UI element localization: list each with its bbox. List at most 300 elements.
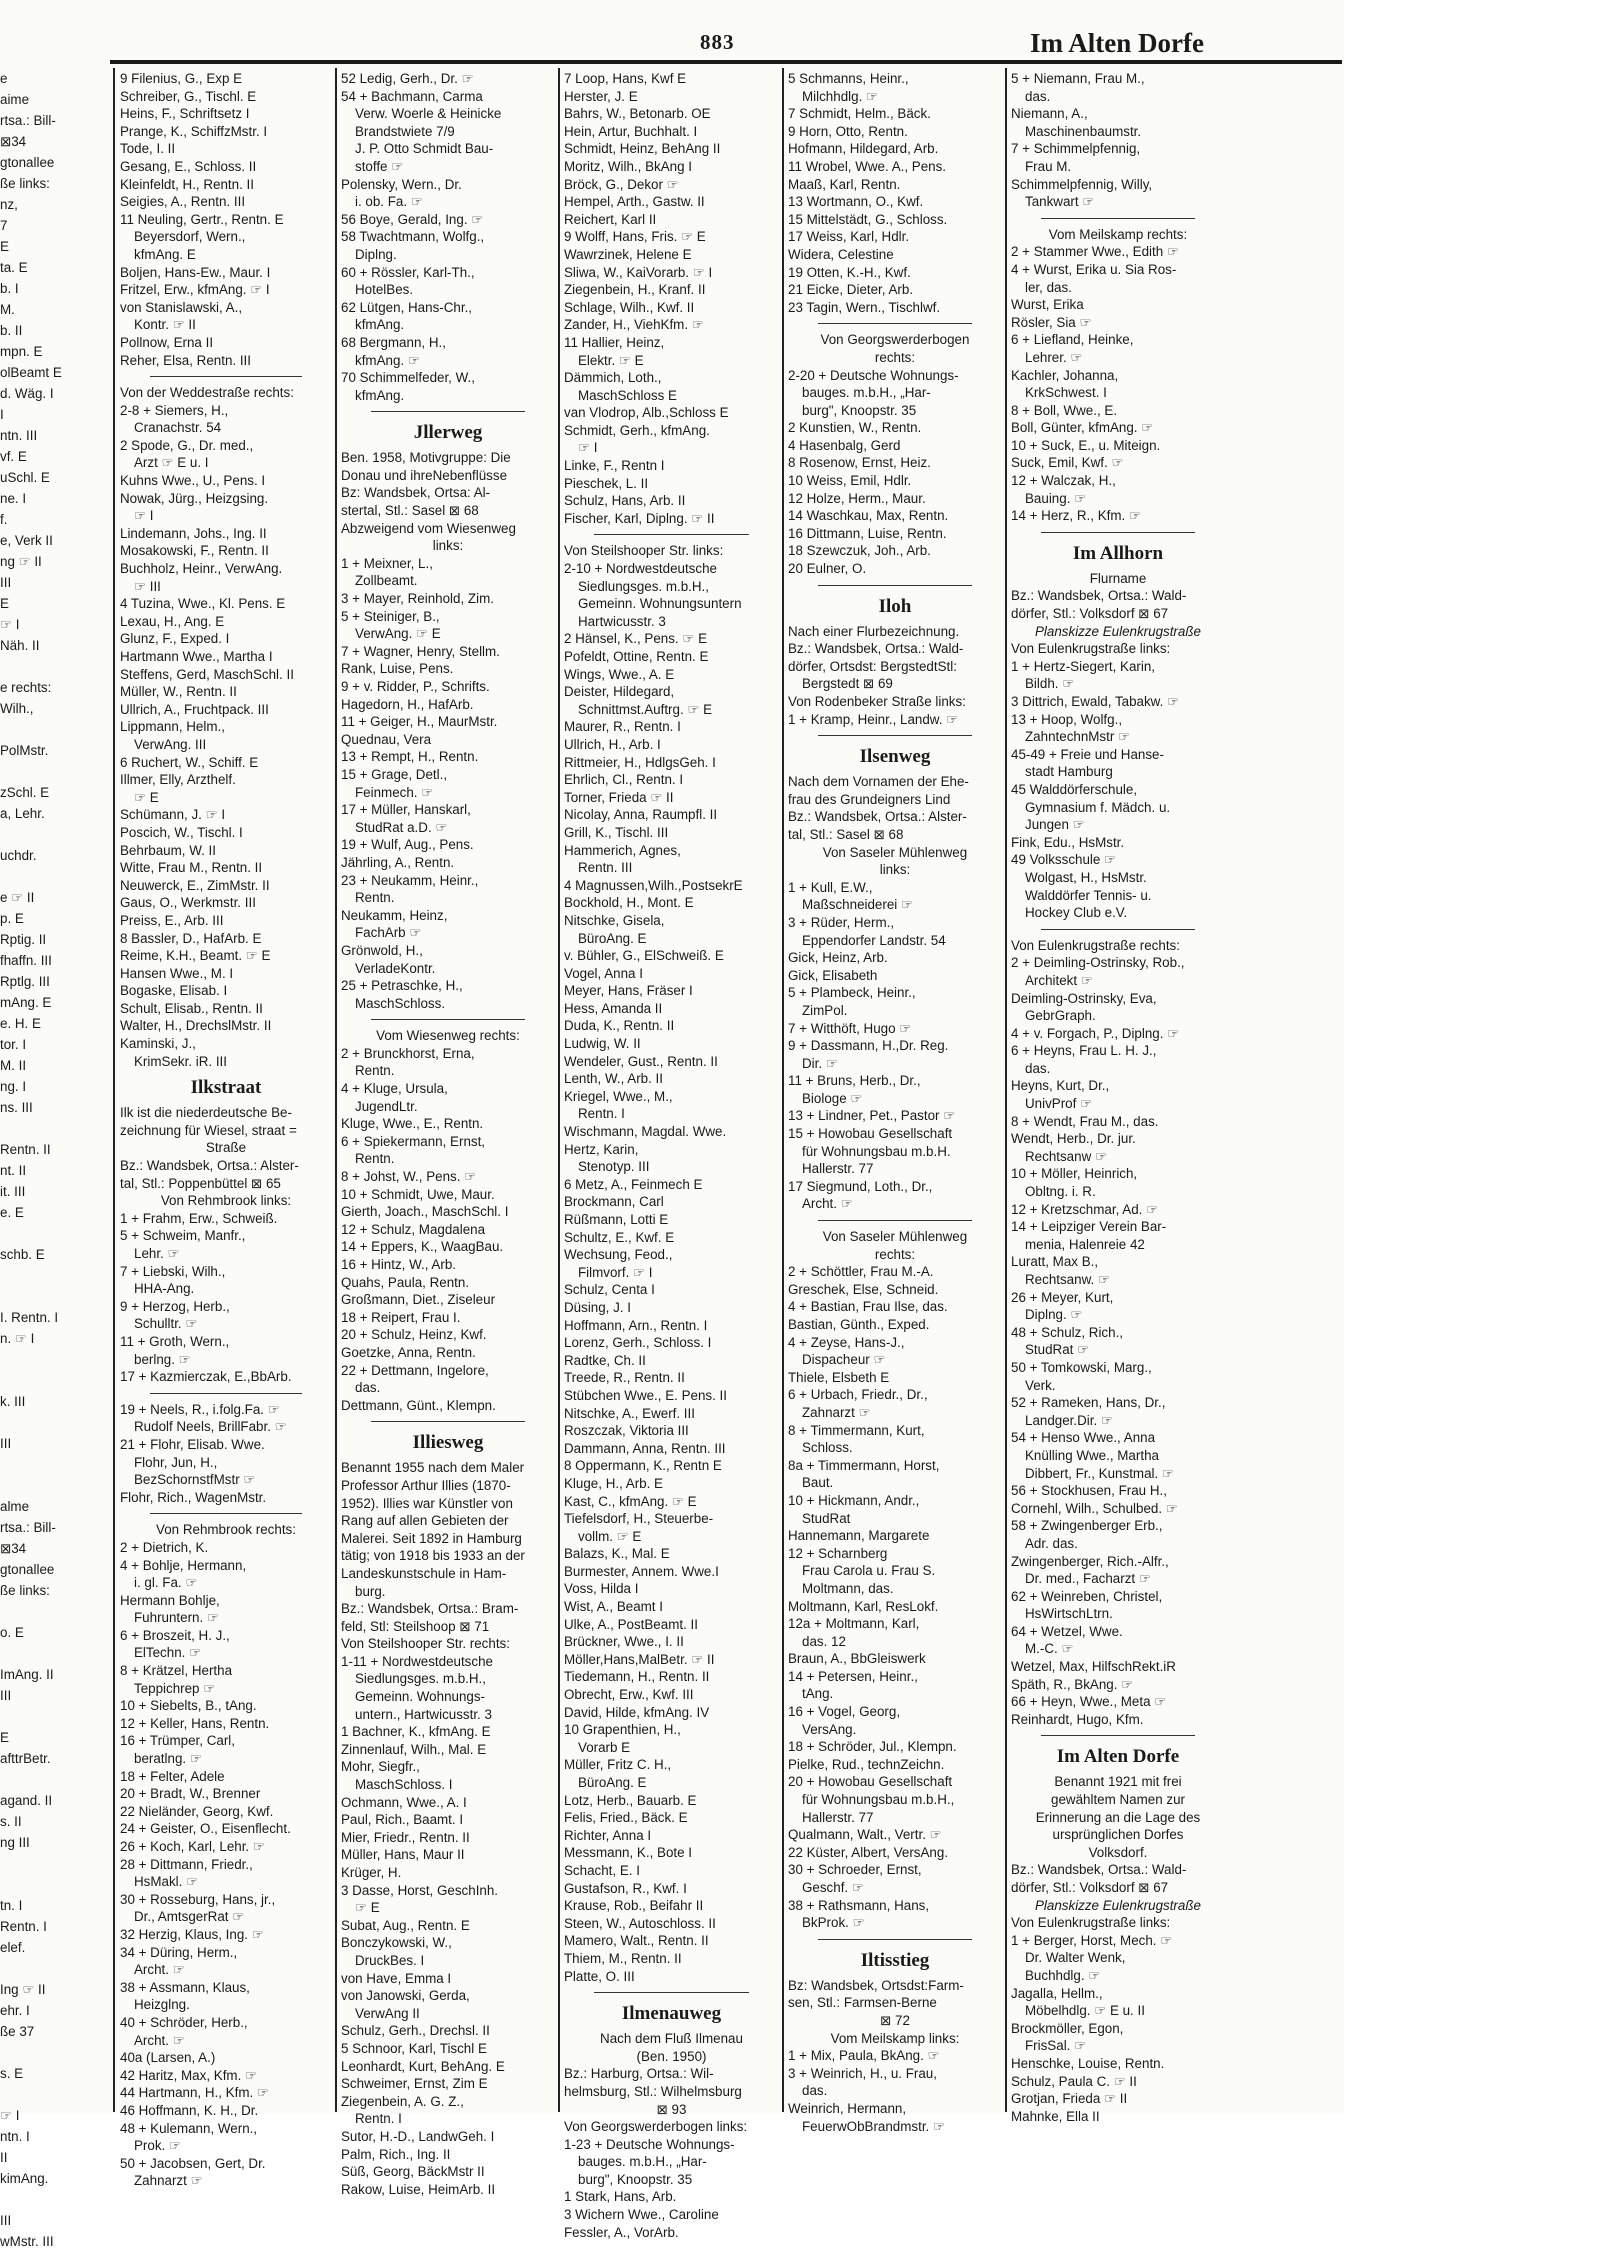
directory-entry: Dr., AmtsgerRat ☞ — [134, 1909, 245, 1925]
directory-entry: 6 + Liefland, Heinke, — [1011, 332, 1134, 348]
fragment-line: ehr. I — [0, 2003, 30, 2018]
directory-entry: Meyer, Hans, Fräser I — [564, 983, 693, 999]
directory-entry: VerwAng. ☞ E — [355, 626, 441, 642]
directory-entry: 9 Wolff, Hans, Fris. ☞ E — [564, 229, 706, 245]
directory-entry: Wechsung, Feod., — [564, 1247, 673, 1263]
directory-column-1 — [120, 70, 332, 2189]
directory-entry: Ziegenbein, H., Kranf. II — [564, 282, 706, 298]
directory-entry: Schlage, Wilh., Kwf. II — [564, 299, 695, 315]
page-number: 883 — [700, 30, 735, 54]
directory-entry: Bonczykowski, W., — [341, 1935, 452, 1951]
directory-entry: Walter, H., DrechslMstr. II — [120, 1018, 272, 1034]
directory-entry: 5 Schmanns, Heinr., — [788, 71, 909, 86]
directory-entry: ☞ E — [134, 789, 159, 805]
directory-entry: Bastian, Günth., Exped. — [788, 1317, 930, 1332]
directory-entry: Pofeldt, Ottine, Rentn. E — [564, 649, 709, 664]
directory-entry: 6 Metz, A., Feinmech E — [564, 1176, 703, 1192]
directory-entry: Brockmann, Carl — [564, 1194, 664, 1210]
directory-entry: Müller, Hans, Maur II — [341, 1847, 465, 1863]
section-separator — [150, 1393, 302, 1394]
directory-entry: von Have, Emma I — [341, 1970, 452, 1986]
directory-entry: Burmester, Annem. Wwe.I — [564, 1563, 719, 1579]
directory-entry: David, Hilde, kfmAng. IV — [564, 1704, 710, 1720]
fragment-line: ta. E — [0, 260, 28, 275]
directory-entry: Hoffmann, Arn., Rentn. I — [564, 1317, 708, 1333]
fragment-line: I. Rentn. I — [0, 1310, 59, 1325]
directory-entry: Heins, F., Schriftsetz I — [120, 106, 250, 122]
fragment-line: p. E — [0, 911, 24, 926]
street-heading: Ilkstraat — [190, 1077, 262, 1099]
directory-entry: Erinnerung an die Lage des — [1035, 1809, 1201, 1825]
directory-entry: 6 + Spiekermann, Ernst, — [341, 1133, 486, 1149]
directory-entry: Hermann Bohlje, — [120, 1592, 220, 1608]
directory-entry: 1952). Illies war Künstler von — [341, 1495, 513, 1511]
directory-entry: MaschSchloss. I — [355, 1777, 453, 1793]
directory-entry: FrisSal. ☞ — [1025, 2038, 1087, 2054]
directory-entry: 16 + Trümper, Carl, — [120, 1733, 235, 1749]
directory-entry: Grill, K., Tischl. III — [564, 824, 669, 840]
directory-entry: Steen, W., Autoschloss. II — [564, 1915, 716, 1931]
directory-entry: Süß, Georg, BäckMstr II — [341, 2164, 485, 2180]
directory-entry: Schultz, E., Kwf. E — [564, 1229, 675, 1245]
directory-entry: links: — [432, 538, 464, 554]
directory-entry: Duda, K., Rentn. II — [564, 1018, 675, 1034]
directory-entry: Steffens, Gerd, MaschSchl. II — [120, 666, 294, 682]
directory-entry: Nach dem Fluß Ilmenau — [600, 2031, 743, 2047]
directory-entry: berlng. ☞ — [134, 1351, 191, 1367]
directory-entry: Pollnow, Erna II — [120, 334, 214, 350]
fragment-line: k. III — [0, 1394, 26, 1409]
directory-entry: 13 + Lindner, Pet., Pastor ☞ — [788, 1108, 956, 1124]
fragment-line: ng III — [0, 1835, 30, 1850]
fragment-line: ntn. III — [0, 428, 38, 443]
section-separator — [1041, 1735, 1195, 1736]
section-separator — [1041, 532, 1195, 533]
directory-entry: Flohr, Jun, H., — [134, 1454, 218, 1470]
directory-entry: beratlng. ☞ — [134, 1751, 202, 1767]
directory-entry: ☞ E — [355, 1900, 380, 1916]
directory-entry: 1 + Hertz-Siegert, Karin, — [1011, 658, 1156, 674]
directory-entry: Von Eulenkrugstraße links: — [1011, 1915, 1171, 1931]
directory-entry: Boll, Günter, kfmAng. ☞ — [1011, 420, 1154, 436]
directory-entry: Stenotyp. III — [578, 1159, 650, 1175]
directory-entry: 10 + Suck, E., u. Miteign. — [1011, 437, 1161, 453]
fragment-line: e. H. E — [0, 1016, 41, 1031]
directory-entry: Weinrich, Hermann, — [788, 2100, 907, 2116]
directory-entry: 9 Filenius, G., Exp E — [120, 71, 243, 86]
directory-entry: feld, Stl: Steilshoop ⊠ 71 — [341, 1618, 490, 1634]
directory-entry: 14 + Herz, R., Kfm. ☞ — [1011, 508, 1141, 524]
directory-entry: Schweimer, Ernst, Zim E — [341, 2076, 488, 2092]
directory-entry: Herster, J. E — [564, 88, 638, 104]
directory-entry: Großmann, Diet., Ziseleur — [341, 1292, 496, 1308]
directory-entry: stoffe ☞ — [355, 158, 404, 174]
fragment-line: olBeamt E — [0, 365, 62, 380]
directory-entry: Ullrich, H., Arb. I — [564, 736, 661, 752]
directory-entry: 49 Volksschule ☞ — [1011, 852, 1117, 868]
directory-entry: Nach einer Flurbezeichnung. — [788, 623, 960, 639]
directory-entry: 26 + Koch, Karl, Lehr. ☞ — [120, 1839, 265, 1854]
directory-entry: 10 Weiss, Emil, Hdlr. — [788, 473, 912, 489]
directory-entry: links: — [879, 862, 911, 878]
directory-entry: Richter, Anna I — [564, 1827, 652, 1843]
directory-entry: Von Steilshooper Str. links: — [564, 543, 724, 559]
directory-entry: 6 + Broszeit, H. J., — [120, 1627, 230, 1643]
directory-entry: 7 Schmidt, Helm., Bäck. — [788, 106, 931, 122]
directory-entry: Moltmann, Karl, ResLokf. — [788, 1598, 939, 1614]
directory-entry: 44 Hartmann, H., Kfm. ☞ — [120, 2085, 269, 2101]
directory-entry: 1 + Berger, Horst, Mech. ☞ — [1011, 1932, 1173, 1948]
directory-entry: UnivProf ☞ — [1025, 1096, 1093, 1112]
directory-entry: 6 + Heyns, Frau L. H. J., — [1011, 1043, 1157, 1059]
directory-entry: Dämmich, Loth., — [564, 370, 662, 386]
directory-entry: Dammann, Anna, Rentn. III — [564, 1440, 726, 1456]
street-heading: Ilsenweg — [859, 746, 931, 768]
directory-entry: kfmAng. E — [134, 246, 196, 262]
directory-entry: 16 + Vogel, Georg, — [788, 1704, 901, 1720]
fragment-line: wMstr. III — [0, 2234, 54, 2249]
directory-entry: untern., Hartwicusstr. 3 — [355, 1706, 492, 1722]
directory-entry: JugendLtr. — [355, 1098, 418, 1114]
directory-entry: Ulke, A., PostBeamt. II — [564, 1616, 698, 1632]
directory-entry: Bahrs, W., Betonarb. OE — [564, 106, 711, 122]
directory-entry: rechts: — [874, 1246, 916, 1262]
directory-entry: Bz.: Wandsbek, Ortsa.: Wald- — [788, 641, 964, 657]
directory-entry: ler, das. — [1025, 279, 1072, 295]
directory-entry: Goetzke, Anna, Rentn. — [341, 1344, 476, 1360]
directory-entry: Grönwold, H., — [341, 942, 423, 958]
directory-entry: das. — [1025, 1060, 1051, 1076]
fragment-line: III — [0, 1688, 12, 1703]
directory-entry: Lenth, W., Arb. II — [564, 1071, 663, 1087]
directory-entry: 21 Eicke, Dieter, Arb. — [788, 282, 914, 298]
directory-entry: 30 + Schroeder, Ernst, — [788, 1862, 922, 1878]
directory-entry: 8 + Boll, Wwe., E. — [1011, 402, 1118, 418]
directory-entry: Deister, Hildegard, — [564, 684, 675, 700]
directory-entry: Schult, Elisab., Rentn. II — [120, 1000, 263, 1016]
directory-entry: Bergstedt ⊠ 69 — [802, 676, 893, 692]
directory-entry: 23 Tagin, Wern., Tischlwf. — [788, 299, 941, 315]
directory-entry: Planskizze Eulenkrugstraße — [1035, 623, 1201, 639]
directory-entry: 46 Hoffmann, K. H., Dr. — [120, 2102, 259, 2118]
directory-entry: 9 + v. Ridder, P., Schrifts. — [341, 679, 490, 694]
directory-entry: 48 + Schulz, Rich., — [1011, 1324, 1124, 1340]
directory-entry: 2 + Schöttler, Frau M.-A. — [788, 1264, 934, 1280]
directory-entry: Brockmöller, Egon, — [1011, 2020, 1124, 2036]
directory-entry: Krüger, H. — [341, 1865, 402, 1880]
directory-entry: 4 + Bohlje, Hermann, — [120, 1557, 247, 1573]
directory-entry: HsWirtschLtrn. — [1025, 1606, 1113, 1622]
directory-entry: Zahnarzt ☞ — [134, 2173, 203, 2189]
directory-entry: Reichert, Karl II — [564, 211, 657, 227]
directory-entry: Wist, A., Beamt I — [564, 1599, 663, 1615]
directory-entry: DruckBes. I — [355, 1952, 425, 1968]
fragment-line: rtsa.: Bill- — [0, 113, 56, 128]
directory-entry: 20 Eulner, O. — [788, 561, 867, 577]
directory-entry: 18 Szewczuk, Joh., Arb. — [788, 543, 931, 559]
fragment-line: ☞ I — [0, 2108, 20, 2123]
directory-entry: ☞ I — [134, 508, 154, 524]
directory-column-3 — [564, 70, 779, 2240]
column-divider — [782, 68, 784, 2112]
directory-entry: Gemeinn. Wohnungsuntern — [578, 596, 742, 612]
directory-entry: 11 Neuling, Gertr., Rentn. E — [120, 211, 284, 227]
section-separator — [818, 735, 972, 736]
directory-entry: für Wohnungsbau m.b.H., — [802, 1792, 955, 1808]
fragment-line: e. E — [0, 1205, 24, 1220]
directory-entry: Hansen Wwe., M. I — [120, 965, 234, 981]
directory-entry: von Janowski, Gerda, — [341, 1988, 470, 2004]
directory-entry: Hertz, Karin, — [564, 1141, 639, 1157]
directory-entry: Schnittmst.Auftrg. ☞ E — [578, 701, 713, 717]
directory-entry: Mohr, Siegfr., — [341, 1759, 420, 1775]
directory-entry: 14 + Eppers, K., WaagBau. — [341, 1239, 504, 1255]
directory-entry: Heyns, Kurt, Dr., — [1011, 1078, 1110, 1094]
directory-entry: Gick, Heinz, Arb. — [788, 950, 888, 966]
column-divider — [335, 68, 337, 2112]
directory-entry: 11 Wrobel, Wwe. A., Pens. — [788, 158, 947, 174]
fragment-line: Ing ☞ II — [0, 1982, 46, 1997]
directory-entry: 14 Waschkau, Max, Rentn. — [788, 508, 949, 524]
directory-entry: Von Steilshooper Str. rechts: — [341, 1636, 510, 1652]
directory-entry: Wurst, Erika — [1011, 297, 1084, 313]
fragment-line: s. II — [0, 1814, 22, 1829]
directory-entry: Wolgast, H., HsMstr. — [1025, 869, 1147, 885]
directory-entry: Nicolay, Anna, Raumpfl. II — [564, 807, 718, 823]
street-heading: Jllerweg — [413, 422, 483, 444]
fragment-line: s. E — [0, 2066, 24, 2081]
directory-entry: Wings, Wwe., A. E — [564, 666, 675, 682]
street-heading: Im Alten Dorfe — [1056, 1746, 1180, 1768]
directory-entry: Hammerich, Agnes, — [564, 842, 681, 858]
directory-entry: Verk. — [1025, 1377, 1056, 1393]
directory-entry: 25 + Petraschke, H., — [341, 978, 463, 994]
directory-entry: 2 + Dietrich, K. — [120, 1539, 209, 1555]
fragment-line: nt. II — [0, 1163, 27, 1178]
directory-entry: Wendt, Herb., Dr. jur. — [1011, 1131, 1136, 1147]
directory-entry: Straße — [205, 1140, 247, 1156]
directory-entry: Greschek, Else, Schneid. — [788, 1281, 939, 1297]
directory-entry: Geschf. ☞ — [802, 1880, 864, 1895]
section-separator — [371, 1019, 525, 1020]
directory-entry: Rittmeier, H., HdlgsGeh. I — [564, 754, 716, 770]
directory-entry: Sliwa, W., KaiVorarb. ☞ I — [564, 264, 713, 280]
directory-entry: stadt Hamburg — [1025, 764, 1113, 780]
directory-entry: Rüßmann, Lotti E — [564, 1212, 669, 1227]
directory-entry: von Stanislawski, A., — [120, 299, 243, 315]
directory-entry: Schulz, Centa I — [564, 1282, 655, 1298]
directory-entry: Ludwig, W. II — [564, 1036, 641, 1052]
fragment-line: ☞ I — [0, 617, 20, 632]
directory-entry: Obltng. i. R. — [1025, 1184, 1096, 1200]
directory-entry: Bz.: Wandsbek, Ortsa.: Alster- — [788, 809, 967, 825]
column-divider — [1005, 68, 1007, 2112]
directory-entry: Milchhdlg. ☞ — [802, 88, 879, 104]
directory-entry: Dibbert, Fr., Kunstmal. ☞ — [1025, 1465, 1174, 1481]
directory-entry: Quahs, Paula, Rentn. — [341, 1274, 470, 1290]
directory-entry: BüroAng. E — [578, 930, 647, 946]
street-heading: Illiesweg — [412, 1432, 484, 1454]
directory-entry: Prange, K., SchiffzMstr. I — [120, 123, 268, 139]
directory-entry: Suck, Emil, Kwf. ☞ — [1011, 455, 1124, 471]
fragment-line: it. III — [0, 1184, 26, 1199]
directory-entry: Radtke, Ch. II — [564, 1352, 646, 1368]
directory-entry: 58 Twachtmann, Wolfg., — [341, 229, 485, 245]
directory-entry: Rentn. III — [578, 860, 633, 876]
directory-entry: Paul, Rich., Baamt. I — [341, 1812, 464, 1828]
directory-entry: MaschSchloss E — [578, 387, 677, 403]
directory-entry: 1-23 + Deutsche Wohnungs- — [564, 2136, 735, 2152]
directory-entry: Buchholz, Heinr., VerwAng. — [120, 561, 283, 577]
directory-entry: ☞ III — [134, 578, 161, 594]
directory-entry: 50 + Tomkowski, Marg., — [1011, 1359, 1152, 1375]
directory-entry: 2 + Deimling-Ostrinsky, Rob., — [1011, 955, 1185, 971]
directory-entry: Maschinenbaumstr. — [1025, 123, 1142, 139]
directory-entry: Jährling, A., Rentn. — [341, 854, 455, 870]
directory-entry: 15 Mittelstädt, G., Schloss. — [788, 211, 948, 227]
directory-entry: Frau Carola u. Frau S. — [802, 1563, 936, 1579]
directory-entry: Platte, O. III — [564, 1968, 635, 1984]
directory-entry: KrkSchwest. I — [1025, 385, 1107, 401]
fragment-line: tor. I — [0, 1037, 27, 1052]
directory-entry: Gesang, E., Schloss. II — [120, 158, 257, 174]
directory-entry: Balazs, K., Mal. E — [564, 1546, 670, 1562]
directory-entry: Filmvorf. ☞ I — [578, 1264, 653, 1280]
directory-entry: 1 Bachner, K., kfmAng. E — [341, 1724, 491, 1740]
directory-entry: Hein, Artur, Buchhalt. I — [564, 123, 698, 139]
fragment-line: f. — [0, 512, 8, 527]
fragment-line: ße links: — [0, 176, 50, 191]
directory-entry: Mamero, Walt., Rentn. II — [564, 1933, 709, 1949]
directory-entry: van Vlodrop, Alb.,Schloss E — [564, 405, 729, 421]
directory-entry: 6 Ruchert, W., Schiff. E — [120, 754, 259, 770]
directory-entry: BüroAng. E — [578, 1775, 647, 1790]
directory-entry: 66 + Heyn, Wwe., Meta ☞ — [1011, 1694, 1167, 1710]
column-divider — [558, 68, 560, 2112]
directory-entry: ElTechn. ☞ — [134, 1645, 202, 1661]
directory-entry: 50 + Jacobsen, Gert, Dr. — [120, 2155, 266, 2171]
directory-entry: Siedlungsges. m.b.H., — [355, 1671, 486, 1687]
directory-entry: StudRat — [802, 1510, 851, 1526]
directory-entry: 8 Bassler, D., HafArb. E — [120, 930, 262, 946]
directory-entry: 20 + Bradt, W., Brenner — [120, 1786, 261, 1802]
directory-entry: Schulltr. ☞ — [134, 1316, 198, 1332]
directory-entry: Glunz, F., Exped. I — [120, 631, 230, 647]
directory-entry: kfmAng. ☞ — [355, 352, 420, 368]
directory-entry: zeichnung für Wiesel, straat = — [120, 1122, 297, 1138]
directory-entry: Bz.: Wandsbek, Ortsa.: Wald- — [1011, 588, 1187, 604]
directory-entry: frau des Grundeigners Lind — [788, 791, 951, 807]
fragment-line: 7 — [0, 218, 8, 233]
directory-entry: Quednau, Vera — [341, 731, 432, 747]
directory-entry: Hess, Amanda II — [564, 1000, 663, 1016]
directory-entry: Maurer, R., Rentn. I — [564, 719, 681, 735]
directory-entry: 6 + Urbach, Friedr., Dr., — [788, 1387, 928, 1403]
fragment-line: ⊠34 — [0, 1541, 27, 1556]
directory-entry: ☞ I — [578, 440, 598, 456]
directory-entry: 20 + Howobau Gesellschaft — [788, 1774, 953, 1790]
directory-entry: 2 + Brunckhorst, Erna, — [341, 1045, 475, 1061]
fragment-line: e rechts: — [0, 680, 52, 695]
directory-entry: 22 Nieländer, Georg, Kwf. — [120, 1803, 274, 1819]
fragment-line: Wilh., — [0, 701, 34, 716]
section-separator — [818, 585, 972, 586]
section-separator — [150, 1513, 302, 1514]
directory-entry: 1 + Kull, E.W., — [788, 879, 873, 895]
directory-entry: 56 Boye, Gerald, Ing. ☞ — [341, 211, 484, 227]
directory-entry: Treede, R., Rentn. II — [564, 1370, 685, 1386]
directory-entry: Reher, Elsa, Rentn. III — [120, 352, 251, 368]
directory-entry: Tankwart ☞ — [1025, 194, 1095, 210]
fragment-line: ne. I — [0, 491, 27, 506]
fragment-line: Rptig. II — [0, 932, 47, 947]
directory-entry: MaschSchloss. — [355, 995, 446, 1011]
directory-entry: Wendeler, Gust., Rentn. II — [564, 1053, 718, 1069]
directory-entry: Palm, Rich., Ing. II — [341, 2146, 451, 2162]
directory-entry: bauges. m.b.H., „Har- — [802, 385, 931, 401]
directory-entry: 8 + Timmermann, Kurt, — [788, 1422, 925, 1438]
directory-entry: Kachler, Johanna, — [1011, 367, 1119, 383]
directory-entry: Archt. ☞ — [134, 2032, 185, 2048]
running-head: Im Alten Dorfe — [1030, 28, 1204, 58]
directory-entry: Zahnarzt ☞ — [802, 1404, 871, 1420]
fragment-line: mAng. E — [0, 995, 52, 1010]
directory-entry: 34 + Düring, Herm., — [120, 1944, 238, 1960]
directory-entry: Wischmann, Magdal. Wwe. — [564, 1124, 727, 1140]
directory-entry: i. gl. Fa. ☞ — [134, 1575, 198, 1591]
directory-entry: 14 + Petersen, Heinr., — [788, 1668, 918, 1684]
directory-entry: i. ob. Fa. ☞ — [355, 194, 423, 210]
directory-entry: Henschke, Louise, Rentn. — [1011, 2055, 1165, 2071]
section-separator — [1041, 218, 1195, 219]
fragment-line: o. E — [0, 1625, 24, 1640]
directory-entry: VerwAng II — [355, 2005, 420, 2021]
directory-entry: Sutor, H.-D., LandwGeh. I — [341, 2128, 495, 2144]
directory-entry: VerwAng. III — [134, 736, 207, 752]
directory-entry: Rentn. — [355, 1151, 395, 1167]
directory-entry: Vogel, Anna I — [564, 965, 643, 981]
directory-entry: Behrbaum, W. II — [120, 842, 217, 858]
directory-entry: Planskizze Eulenkrugstraße — [1035, 1897, 1201, 1913]
directory-entry: 54 + Bachmann, Carma — [341, 88, 483, 104]
directory-entry: 1 + Mix, Paula, BkAng. ☞ — [788, 2048, 940, 2064]
directory-entry: sen, Stl.: Farmsen-Berne — [788, 1995, 937, 2011]
directory-entry: 18 + Felter, Adele — [120, 1768, 225, 1784]
directory-entry: Fritzel, Erw., kfmAng. ☞ I — [120, 282, 270, 298]
directory-entry: Hannemann, Margarete — [788, 1528, 930, 1544]
fragment-line: ntn. I — [0, 2129, 30, 2144]
directory-entry: 2-20 + Deutsche Wohnungs- — [788, 367, 959, 383]
directory-entry: Zwingenberger, Rich.-Alfr., — [1011, 1553, 1169, 1569]
directory-entry: 7 + Liebski, Wilh., — [120, 1263, 226, 1279]
fragment-line: Rentn. II — [0, 1142, 51, 1157]
directory-entry: Von Saseler Mühlenweg — [822, 844, 968, 860]
directory-entry: Hallerstr. 77 — [802, 1161, 874, 1177]
directory-entry: Vorarb E — [578, 1739, 631, 1755]
directory-entry: Eppendorfer Landstr. 54 — [802, 932, 946, 948]
directory-entry: Maßschneiderei ☞ — [802, 897, 913, 913]
directory-entry: Kaminski, J., — [120, 1036, 196, 1052]
fragment-line: n. ☞ I — [0, 1331, 35, 1346]
directory-entry: 2-10 + Nordwestdeutsche — [564, 561, 717, 577]
directory-entry: Vom Meilskamp rechts: — [1048, 226, 1188, 242]
directory-entry: Deimling-Ostrinsky, Eva, — [1011, 990, 1157, 1006]
directory-entry: Von Georgswerderbogen — [820, 332, 970, 348]
directory-entry: Mier, Friedr., Rentn. II — [341, 1829, 470, 1845]
directory-entry: 1 + Frahm, Erw., Schweiß. — [120, 1210, 278, 1226]
directory-entry: ⊠ 72 — [880, 2012, 910, 2028]
directory-entry: ZahntechnMstr ☞ — [1025, 729, 1131, 745]
